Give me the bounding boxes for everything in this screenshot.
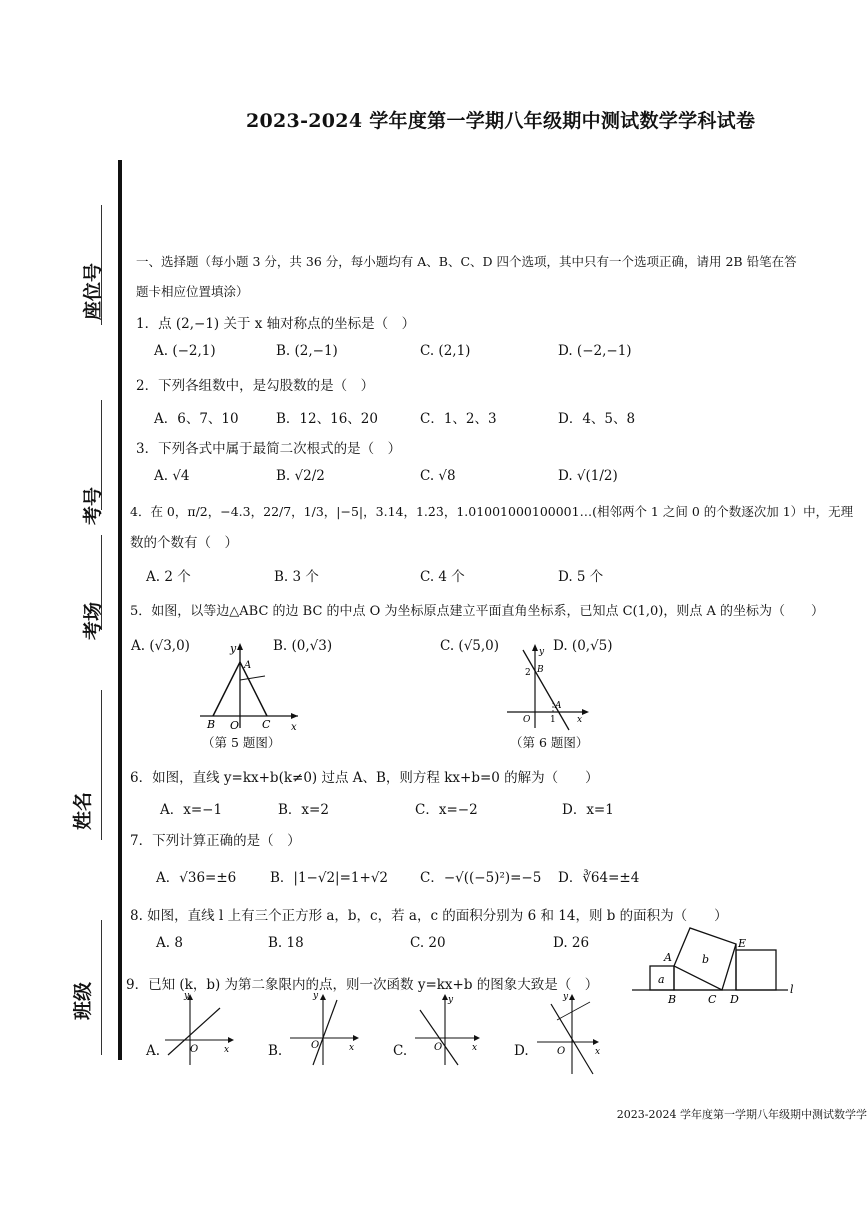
class-label: 班级 [72,981,94,1020]
fig6-label-o: O [523,715,531,725]
q9b-line [313,1000,337,1065]
q6-option-b[interactable]: B．x=2 [278,802,329,818]
fig6-caption: （第 6 题图） [510,735,589,750]
section-heading: 一、选择题（每小题 3 分，共 36 分，每小题均有 A、B、C、D 四个选项，其中只有一个选项正确，请用 2B 铅笔在答 [136,254,797,269]
fig6-label-y: y [539,647,545,657]
fig5-label-o: O [230,719,240,732]
fig8-label-b: b [702,953,710,966]
svg-text:y: y [184,991,190,1001]
fig6-label-2: 2 [525,668,531,678]
q7-option-c[interactable]: C．−√((−5)²)=−5 [420,870,542,886]
q4-option-a[interactable]: A. 2 个 [146,569,191,585]
question-2-stem: 2．下列各组数中，是勾股数的是（ ） [136,378,375,394]
q1-option-b[interactable]: B. (2,−1) [276,343,338,359]
q9-option-d[interactable]: D. [514,1043,529,1059]
svg-text:x: x [595,1047,601,1057]
q6-option-a[interactable]: A．x=−1 [160,802,223,818]
q1-option-c[interactable]: C. (2,1) [420,343,471,359]
question-7-stem: 7．下列计算正确的是（ ） [130,833,301,849]
q7-option-d[interactable]: D．∛64=±4 [558,870,640,886]
fig5-label-x: x [291,722,297,732]
name-underline [101,690,102,840]
page-title: 2023-2024 学年度第一学期八年级期中测试数学学科试卷 [246,110,756,132]
svg-text:y: y [563,992,569,1002]
fig8-square-c [736,950,776,990]
fig5-label-c: C [262,718,271,731]
fig5-label-b: B [207,718,216,731]
q5-option-c[interactable]: C. (√5,0) [440,638,500,654]
q3-option-d[interactable]: D. √(1/2) [558,468,618,484]
q9-graph-c[interactable] [410,990,490,1070]
q3-option-c[interactable]: C. √8 [420,468,456,484]
q7-option-b[interactable]: B．|1−√2|=1+√2 [270,870,389,886]
q2-option-c[interactable]: C．1、2、3 [420,411,497,427]
q5-option-d[interactable]: D. (0,√5) [553,638,613,654]
q4-option-c[interactable]: C. 4 个 [420,569,465,585]
fig6-label-1: 1 [550,715,556,725]
fig8-label-l: l [790,983,794,996]
fig6-label-x: x [577,715,583,725]
svg-text:x: x [349,1043,355,1053]
section-heading-cont: 题卡相应位置填涂） [136,284,249,299]
q8-option-b[interactable]: B. 18 [268,935,304,951]
svg-text:x: x [472,1043,478,1053]
q2-option-b[interactable]: B．12、16、20 [276,411,378,427]
fig8-label-E: E [738,937,747,950]
question-5-stem: 5．如图，以等边△ABC 的边 BC 的中点 O 为坐标原点建立平面直角坐标系，已知点 C(1,0)，则点 A 的坐标为（ ） [130,604,825,619]
fig5-label-y: y [230,642,237,655]
q9-option-c[interactable]: C. [393,1043,408,1059]
q8-option-a[interactable]: A. 8 [156,935,183,951]
svg-text:O: O [311,1040,320,1051]
question-6-stem: 6．如图，直线 y=kx+b(k≠0) 过点 A、B，则方程 kx+b=0 的解为（ ） [130,770,599,786]
q2-option-a[interactable]: A．6、7、10 [154,411,239,427]
q4-option-b[interactable]: B. 3 个 [274,569,319,585]
q5-option-a[interactable]: A. (√3,0) [131,638,190,654]
q9-graph-a[interactable] [160,990,240,1070]
q9-option-a[interactable]: A. [146,1043,161,1059]
question-4-stem-cont: 数的个数有（ ） [130,535,238,551]
q3-option-b[interactable]: B. √2/2 [276,468,325,484]
svg-text:O: O [557,1046,566,1057]
room-label: 考场 [82,601,104,640]
question-3-stem: 3．下列各式中属于最简二次根式的是（ ） [136,441,402,457]
q3-option-a[interactable]: A. √4 [154,468,190,484]
fig8-label-a: a [658,973,665,986]
question-8-stem: 8. 如图，直线 l 上有三个正方形 a，b，c，若 a，c 的面积分别为 6 和 14，则 b 的面积为（ ） [130,908,728,924]
fig8-label-D: D [730,993,739,1006]
q5-option-b[interactable]: B. (0,√3) [273,638,333,654]
question-1-stem: 1．点 (2,−1) 关于 x 轴对称点的坐标是（ ） [136,316,416,332]
fig8-label-B: B [668,993,677,1006]
name-label: 姓名 [72,791,94,830]
q1-option-d[interactable]: D. (−2,−1) [558,343,632,359]
q9-graph-b[interactable] [285,990,365,1070]
exam-no-label: 考号 [82,486,104,525]
figure-8 [630,925,800,1010]
fig6-label-a: A [555,701,562,711]
fig6-label-b: B [537,665,544,675]
question-4-stem: 4．在 0，π/2，−4.3，22/7，1/3，|−5|，3.14，1.2̇3̇，1.01001000100001…(相邻两个 1 之间 0 的个数逐次加 1）中，无理 [130,504,854,519]
fig8-label-C: C [708,993,717,1006]
class-underline [101,920,102,1055]
q4-option-d[interactable]: D. 5 个 [558,569,604,585]
q6-option-c[interactable]: C．x=−2 [415,802,478,818]
seat-label: 座位号 [82,262,104,320]
q8-option-d[interactable]: D. 26 [553,935,590,951]
q8-option-c[interactable]: C. 20 [410,935,446,951]
svg-text:y: y [448,995,454,1005]
figure-6 [505,642,595,732]
q6-option-d[interactable]: D．x=1 [562,802,614,818]
question-9-stem: 9．已知 (k，b) 为第二象限内的点，则一次函数 y=kx+b 的图象大致是（ ） [126,977,599,993]
binding-line [118,160,122,1060]
q9-option-b[interactable]: B. [268,1043,283,1059]
q1-option-a[interactable]: A. (−2,1) [154,343,216,359]
page-footer: 2023-2024 学年度第一学期八年级期中测试数学学 [616,1108,867,1121]
fig8-label-A: A [664,951,672,964]
q2-option-d[interactable]: D．4、5、8 [558,411,636,427]
svg-text:x: x [224,1045,230,1055]
q7-option-a[interactable]: A．√36=±6 [156,870,237,886]
q9-graph-d[interactable] [535,990,615,1075]
fig5-label-a: A [244,660,252,671]
svg-text:O: O [190,1044,199,1055]
fig5-caption: （第 5 题图） [202,735,281,750]
figure-5 [195,640,305,732]
svg-text:O: O [434,1042,443,1053]
svg-text:y: y [313,991,319,1001]
